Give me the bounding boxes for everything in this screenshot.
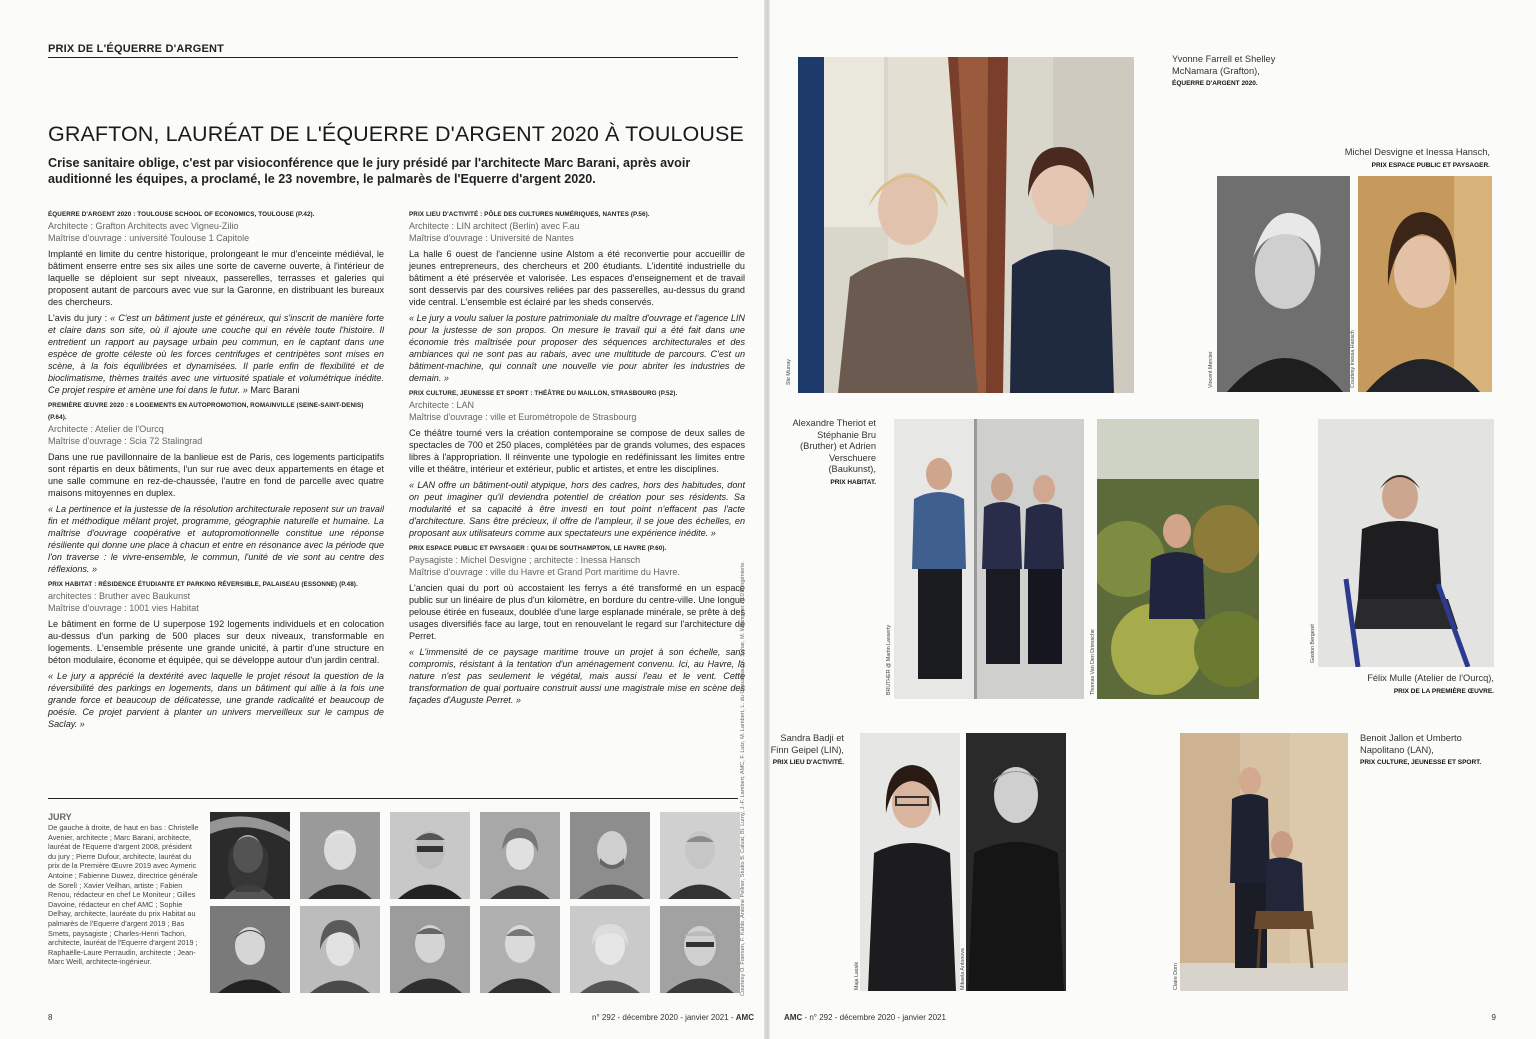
entry-body: Dans une rue pavillonnaire de la banlieue est de Paris, ces logements participatifs sont répartis en deux bâtiments, l'un sur rue avec deux appartements en étage et une salle commune en rez-de-chaussée, l'autre en fond de parcelle avec quatre maisons mitoyennes en duplex. (48, 452, 384, 498)
photo-bruther (894, 419, 1084, 699)
jury-opinion (48, 312, 384, 396)
photo-hansch (1358, 176, 1492, 392)
caption-lan (1360, 733, 1500, 769)
caption-names: Benoit Jallon et Umberto Napolitano (LAN), (1360, 733, 1462, 755)
caption-names: Michel Desvigne et Inessa Hansch, (1344, 147, 1490, 157)
caption-award: PRIX DE LA PREMIÈRE ŒUVRE. (1393, 687, 1494, 695)
entry-heading: ÉQUERRE D'ARGENT 2020 : TOULOUSE SCHOOL OF ECONOMICS, TOULOUSE (P.42). (48, 211, 315, 218)
folio-issue: n° 292 - décembre 2020 - janvier 2021 - (592, 1013, 736, 1022)
jury-portrait (570, 812, 650, 899)
jury-title: JURY (48, 812, 72, 822)
entry-architect: Architecte : LIN architect (Berlin) avec F.au (409, 221, 580, 231)
quote-signature: Marc Barani (247, 385, 300, 395)
caption-names: Alexandre Theriot et Stéphanie Bru (Bruther) et Adrien Verschuere (Baukunst), (792, 418, 876, 474)
entry-architect: architectes : Bruther avec Baukunst (48, 591, 191, 601)
jury-portrait (390, 812, 470, 899)
caption-lin (770, 733, 844, 769)
photo-credit: Gaston Bergeret (1310, 624, 1316, 663)
jury-quote: « LAN offre un bâtiment-outil atypique, hors des cadres, hors des habitudes, dont on peut imaginer qu'il deviendra potentiel de création pour ses résidents. Sa modularité et sa capacité à être investi en tout point n'effacent pas l'acte d'architecture. Sans être précieux, il offre de l'ampleur, il se joue des échelles, en proposant aux utilisateurs comme aux spectateurs une expérience inédite. » (409, 480, 745, 538)
photo-mulle (1318, 419, 1494, 667)
photo-badji (860, 733, 960, 991)
photo-credit: Vincent Mercier (1208, 351, 1214, 388)
entry-heading: PRIX LIEU D'ACTIVITÉ : PÔLE DES CULTURES NUMÉRIQUES, NANTES (P.56). (409, 211, 650, 218)
folio-brand: AMC (784, 1013, 803, 1022)
entry-owner: Maîtrise d'ouvrage : université Toulouse 1 Capitole (48, 232, 250, 243)
entry-owner: Maîtrise d'ouvrage : Université de Nantes (409, 232, 574, 243)
entry-heading: PRIX CULTURE, JEUNESSE ET SPORT : THÉÂTRE DU MAILLON, STRASBOURG (P.52). (409, 390, 678, 397)
entry-architect: Paysagiste : Michel Desvigne ; architecte : Inessa Hansch (409, 555, 641, 565)
entry-architect: Architecte : Atelier de l'Ourcq (48, 424, 164, 434)
photo-credit: BRUTHER @ Martin Lasserty (886, 624, 892, 695)
photo-geipel (966, 733, 1066, 991)
entry-body: Le bâtiment en forme de U superpose 192 logements individuels et en colocation au-dessus d'un parking de 500 places sur deux niveaux, transformable en logements. L'ensemble présente une grande unicité, à partir d'une structure en béton modulaire, économe et équipée, qui se développe autour d'un jardin central. (48, 619, 384, 665)
caption-names: Félix Mulle (Atelier de l'Ourcq), (1367, 673, 1494, 683)
photo-lan (1180, 733, 1348, 991)
entry-owner: Maîtrise d'ouvrage : Scia 72 Stalingrad (48, 435, 203, 446)
jury-portrait (210, 906, 290, 993)
entry-owner: Maîtrise d'ouvrage : 1001 vies Habitat (48, 602, 199, 613)
top-rule (48, 57, 738, 58)
entry-heading: PRIX ESPACE PUBLIC ET PAYSAGER : QUAI DE SOUTHAMPTON, LE HAVRE (P.60). (409, 545, 667, 552)
folio-issue: - n° 292 - décembre 2020 - janvier 2021 (802, 1013, 946, 1022)
jury-opinion-quote: « C'est un bâtiment juste et généreux, qui s'inscrit de manière forte et claire dans son site, où il ajoute une couche qui en révèle toute l'histoire. Il entretient un rapport au paysage urbain peu commun, en le captant dans une espèce de grotte céleste où les forces centrifuges et centripètes sont mises en scène, à la fois équilibrées et dynamisées. Il parle enfin de flexibilité et de bioclimatisme, thèmes traités avec une virtuosité spatiale et volumétrique inédite. Ce projet respire et amène une foi dans le futur. » (48, 313, 384, 395)
section-label: PRIX DE L'ÉQUERRE D'ARGENT (48, 43, 225, 55)
photo-desvigne (1217, 176, 1350, 392)
photo-credit: Mikaela Antonova (960, 948, 966, 990)
right-page (770, 0, 1536, 1039)
caption-desvigne-hansch (1260, 147, 1490, 171)
caption-bruther-baukunst (780, 418, 876, 488)
jury-portrait (480, 906, 560, 993)
jury-portrait (660, 812, 740, 899)
entry-owner: Maîtrise d'ouvrage : ville et Eurométropole de Strasbourg (409, 411, 637, 422)
jury-photo-credits (740, 561, 754, 996)
jury-opinion-intro: L'avis du jury : (48, 313, 111, 323)
jury-portrait (480, 812, 560, 899)
jury-quote: « La pertinence et la justesse de la résolution architecturale reposent sur un travail fin et méthodique mêlant projet, programme, géographie naturelle et humaine. La maîtrise d'ouvrage coopérative et autopromotionnelle constitue une réponse résiliente qui donne une place à chacun et entre en résonance avec la période que l'on traverse : le vivre-ensemble, le commun, l'unité de vie sont au centre des réflexions. » (48, 504, 384, 574)
entry-architect: Architecte : LAN (409, 400, 475, 410)
jury-rule (48, 798, 738, 799)
caption-award: PRIX LIEU D'ACTIVITÉ. (772, 759, 844, 766)
text-column-right (409, 205, 745, 706)
entry-body: Ce théâtre tourné vers la création contemporaine se compose de deux salles de spectacles de 700 et 250 places, complétées par de grands volumes, des espaces libres à l'appropriation. Il réinvente une typologie en redéfinissant les limites entre ville et théâtre, intérieur et extérieur, public et artistes, et entre les disciplines. (409, 428, 745, 474)
caption-award: PRIX CULTURE, JEUNESSE ET SPORT. (1360, 759, 1482, 766)
folio-line (784, 1013, 946, 1022)
entry-body: L'ancien quai du port où accostaient les ferrys a été transformé en un espace public sur un linéaire de plus d'un kilomètre, en bordure du centre-ville. Une longue pelouse étirée en fuseaux, doublée d'une large esplanade minérale, se prête à des usages diversifiés face au large, tout en renouvelant le regard sur l'architecture de Perret. (409, 583, 745, 641)
entry-owner: Maîtrise d'ouvrage : ville du Havre et Grand Port maritime du Havre. (409, 566, 680, 577)
jury-portrait (300, 812, 380, 899)
page-number: 8 (48, 1013, 53, 1022)
caption-names: Yvonne Farrell et Shelley McNamara (Grafton), (1172, 54, 1276, 76)
jury-credits-text: Courtesy O. Foersen, F. Kahle, Antoine Pellner, Studio B. Calsat, Bl. Lumy, J.-F. Lambert, AMC, F. Lutz, M. Lambert, L. du Chaud'eau, K. Sahar, M. Wrampner / CDE Ingénierie. (740, 561, 746, 996)
caption-award: ÉQUERRE D'ARGENT 2020. (1172, 80, 1258, 87)
jury-photo-grid (210, 812, 740, 993)
jury-quote: « Le jury a apprécié la dextérité avec laquelle le projet résout la question de la réversibilité des parkings en logements, dans un bâtiment qui allie à la fois une grande force et beaucoup de délicatesse, une grande radicalité et beaucoup de poésie. Ce projet parvient à planter un univers merveilleux sur le campus de Saclay. » (48, 671, 384, 729)
entry-architect: Architecte : Grafton Architects avec Vigneu-Zilio (48, 221, 239, 231)
jury-caption: De gauche à droite, de haut en bas : Christelle Avenier, architecte ; Marc Barani, architecte, lauréat de l'Equerre d'argent 2008, président du jury ; Pierre Dufour, architecte, lauréat du prix de la Première Œuvre 2019 avec Aymeric Antoine ; Fabienne Duwez, directrice générale de Sorelì ; Xavier Veilhan, artiste ; Fabien Renou, rédacteur en chef Le Moniteur ; Gilles Davoine, rédacteur en chef AMC ; Sophie Delhay, architecte, lauréate du prix Habitat au palmarès de l'Equerre d'argent 2019 ; Bas Smets, paysagiste ; Charles-Henri Tachon, architecte, lauréat de l'Equerre d'argent 2019 ; Raphaëlle-Laure Perraudin, architecte ; Jean-Marc Weill, architecte-ingénieur. (48, 823, 199, 967)
left-page (0, 0, 764, 1039)
jury-portrait (210, 812, 290, 899)
entry-body: Implanté en limite du centre historique, prolongeant le mur d'enceinte médiéval, le bâtiment enserre entre ses six ailes une sorte de caverne ouverte, à l'intérieur de laquelle se déploient sur sept niveaux, passerelles, terrasses et galeries qui proposent autant de parcours avec vue sur la Garonne, en distribuant les bureaux des chercheurs. (48, 249, 384, 307)
photo-grafton (798, 57, 1134, 393)
photo-baukunst (1097, 419, 1259, 699)
entry-body: La halle 6 ouest de l'ancienne usine Alstom a été reconvertie pour accueillir de jeunes entrepreneurs, des chercheurs et 200 étudiants. L'identité industrielle du bâtiment a été préservée et valorisée. Les espaces d'enseignement et de travail sont desservis par des coursives reliées par des passerelles, au-dessus du grand vide central. L'ensemble est éclairé par les sheds conservés. (409, 249, 745, 307)
entry-heading: PREMIÈRE ŒUVRE 2020 : 6 LOGEMENTS EN AUTOPROMOTION, ROMAINVILLE (SEINE-SAINT-DENIS) (P.64). (48, 402, 364, 421)
article-lede: Crise sanitaire oblige, c'est par visioconférence que le jury présidé par l'architecte Marc Barani, après avoir auditionné les équipes, a proclamé, le 23 novembre, le palmarès de l'Equerre d'argent 2020. (48, 156, 691, 186)
jury-quote: « L'immensité de ce paysage maritime trouve un projet à son échelle, sans compromis, résistant à la tentation d'un aménagement convenu. Ici, au Havre, la nature n'est pas seulement le végétal, mais aussi l'eau et le vent. Cette transformation de quai portuaire construit aussi une magistrale mise en scène des façades d'Auguste Perret. » (409, 647, 745, 705)
jury-portrait (390, 906, 470, 993)
page-number: 9 (1491, 1013, 1496, 1022)
folio-brand: AMC (735, 1013, 754, 1022)
entry-heading: PRIX HABITAT : RÉSIDENCE ÉTUDIANTE ET PARKING RÉVERSIBLE, PALAISEAU (ESSONNE) (P.48). (48, 581, 358, 588)
caption-award: PRIX HABITAT. (830, 478, 876, 486)
caption-grafton (1172, 54, 1292, 90)
jury-quote: « Le jury a voulu saluer la posture patrimoniale du maître d'ouvrage et l'agence LIN pour la justesse de son propos. On mesure le travail qui a été fait dans une économie très maîtrisée pour proposer des séquences architecturales et des ambiances qui ne sont pas au rabais, avec une multitude de parcours. C'est un bâtiment-machine, qui connaît une nouvelle vie pour abriter les industries de demain. » (409, 313, 745, 383)
jury-portrait (660, 906, 740, 993)
photo-credit: Claire Dorn (1173, 963, 1179, 990)
jury-portrait (570, 906, 650, 993)
photo-credit: Courtesy Inessa Hansch (1350, 330, 1356, 388)
article-headline: GRAFTON, LAURÉAT DE L'ÉQUERRE D'ARGENT 2020 À TOULOUSE (48, 122, 744, 146)
caption-award: PRIX ESPACE PUBLIC ET PAYSAGER. (1371, 161, 1490, 169)
photo-credit: Maja Lassik (854, 962, 860, 990)
text-column-left (48, 205, 384, 730)
photo-credit: Ste Murray (786, 359, 792, 385)
caption-mulle (1280, 673, 1494, 697)
caption-names: Sandra Badji et Finn Geipel (LIN), (770, 733, 844, 755)
photo-credit: Thomas Van Den Driessche (1090, 629, 1096, 695)
jury-portrait (300, 906, 380, 993)
folio-line (592, 1013, 754, 1022)
